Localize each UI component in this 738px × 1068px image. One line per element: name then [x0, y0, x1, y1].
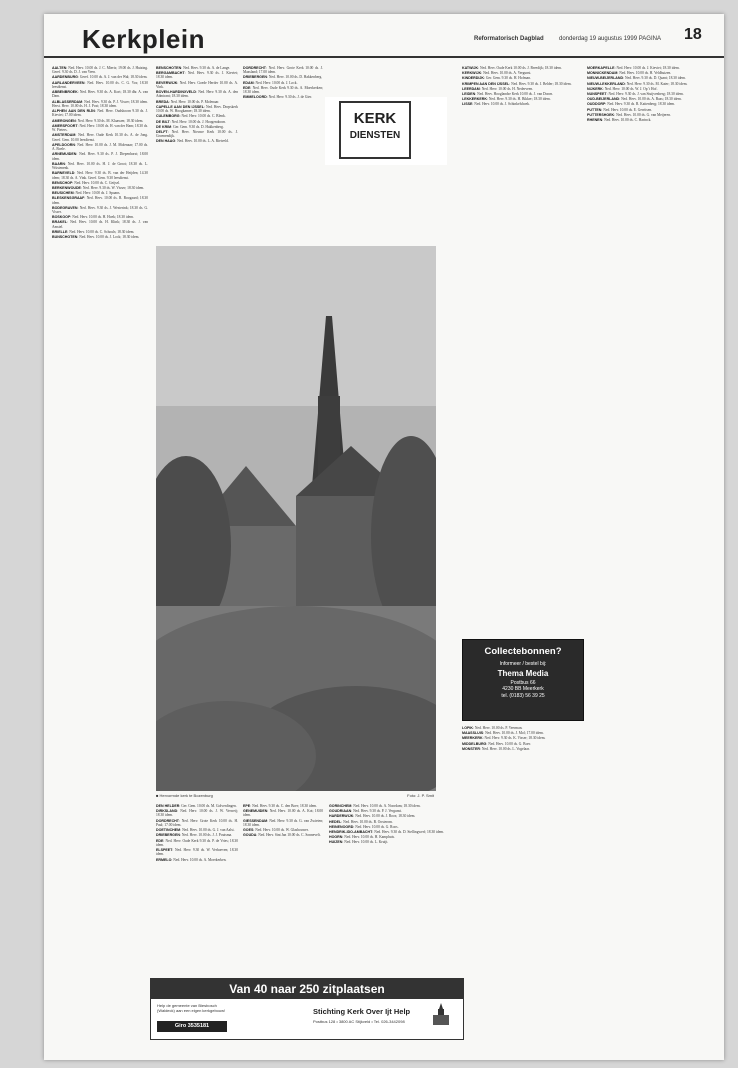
- service-details: Ned. Herv. 10.00 ds. H. Kamphuis.: [344, 835, 395, 840]
- page-number: 18: [684, 26, 702, 43]
- service-details: Ned. Herv. 9.30 ds. G. van Zwieten; 18.30 idem.: [243, 818, 323, 827]
- service-details: Ned. Herv. 10.00 ds. H. Klink; 18.30 ds. J. van Amstel.: [52, 220, 148, 229]
- service-listing-item: BENSCHOTEN: Ned. Herv. 9.30 ds. A. de Lange.: [156, 66, 231, 70]
- service-details: Ned. Herv. 9.30 ds. D. Stellingwerf; 18.30 idem.: [374, 829, 445, 834]
- service-details: Ned. Herv. 10.00 ds. G. J. van Aalst.: [182, 828, 235, 833]
- service-details: Ned. Herv. 10.00 ds. A. Baas; 18.30 idem.: [621, 97, 682, 102]
- zit-ad-giro: Giro 3535181: [157, 1021, 227, 1032]
- place-name: MEERKERK: [462, 736, 483, 741]
- service-listing-item: GOUDA: Ned. Herv. Sint Jan 10.00 ds. C. Sonnevelt.: [243, 833, 321, 838]
- service-details: Ned. Herv. 9.30 ds. A. Kort; 18.30 dhr. A. van Dam.: [52, 90, 148, 99]
- service-listing-item: MONNICKENDAM: Ned. Herv. 10.00 ds. H. Veldhuizen.: [587, 71, 672, 76]
- service-details: Ned. Herv. 10.00 ds. C. Geijsel.: [74, 180, 121, 185]
- service-listing-item: EDE: Ned. Herv. Oude Kerk 9.30 ds. P. de Vries; 18.30 idem.: [156, 838, 238, 847]
- service-details: Ned. Herv. 10.00 ds. J. Lock; 18.30 idem.: [79, 235, 140, 240]
- photo-caption: [156, 793, 436, 798]
- service-details: Ned. Herv. 9.30 ds. P. J. Visser; 18.30 idem. Herst. Herv. 10.00 ds. H. J. Post; 18.30 idem.: [52, 99, 148, 108]
- place-name: BERKENWOUDE: [52, 185, 81, 190]
- place-name: DIRKSLAND: [156, 809, 178, 814]
- service-details: Ned. Herv. 10.00 ds. B. Oosterom.: [343, 819, 393, 824]
- service-details: Ned. Herv. 10.00 ds. H. Nederveen.: [481, 86, 534, 91]
- service-details: Ned. Herv. 9.30 ds. W. Verhoeven; 18.30 idem.: [156, 848, 238, 857]
- newspaper-page: [44, 14, 724, 1060]
- listing-column-2-bottom: [156, 804, 238, 964]
- zit-ad-line-2: (Waldeck) aan een eigen kerkgebouw!: [157, 1008, 226, 1013]
- page-label: PAGINA: [638, 36, 661, 42]
- place-name: HARDERWIJK: [329, 814, 354, 819]
- place-name: HEINENOORD: [329, 824, 354, 829]
- ad-headline: Collectebonnen?: [484, 646, 562, 657]
- place-name: HEDEL: [329, 819, 342, 824]
- place-name: NIEUW-BEIJERLAND: [587, 76, 624, 81]
- service-listing-item: KRIMPEN AAN DEN IJSSEL: Ned. Herv. 9.30 ds. J. Belder; 18.30 idem.: [462, 81, 572, 86]
- place-name: AARDENBURG: [52, 75, 78, 80]
- place-name: GORINCHEM: [329, 804, 352, 808]
- ad-subline: Informeer / bestel bij:: [499, 661, 547, 667]
- place-name: NIJKERK: [587, 86, 603, 91]
- service-details: Ned. Herv. Oudshoorn 9.30 ds. J. Kieviet; 17.00 idem.: [52, 109, 148, 118]
- listing-column-6: [587, 66, 715, 1046]
- place-name: MONSTER: [462, 746, 480, 751]
- place-name: CULEMBORG: [156, 114, 180, 119]
- service-listing-item: BODEGRAVEN: Ned. Herv. 9.30 ds. J. Westerink; 18.30 ds. G. Visser.: [52, 205, 148, 215]
- service-details: Ned. Herv. 10.00 ds. J. Lock.: [255, 80, 298, 85]
- service-listing-item: OUDDORP: Ned. Herv. 9.30 ds. R. Kattenberg; 18.30 idem.: [587, 102, 676, 107]
- place-name: DRIEBERGEN: [156, 833, 180, 838]
- place-name: AMERONGEN: [52, 118, 76, 123]
- service-details: Ned. Herv. Oude Kerk 10.30 ds. A. de Jong. Geref. Gem. 10.00 leesdienst.: [52, 133, 148, 142]
- service-details: Ned. Herv. 10.00 ds. J. J. Poutsma.: [181, 833, 233, 838]
- ad-address: [463, 680, 583, 699]
- place-name: AARLANDERVEEN: [52, 80, 85, 85]
- place-name: MIDDELBURG: [462, 741, 487, 746]
- service-details: Ned. Herv. Goede Herder 10.00 ds. A. Vink.: [156, 80, 238, 89]
- service-details: Ned. Herv. 10.00 ds. W. J. Op 't Hof.: [604, 86, 658, 91]
- logo-line-1: KERK: [353, 110, 397, 127]
- service-listing-item: NIJKERK: Ned. Herv. 10.00 ds. W. J. Op 't Hof.: [587, 86, 658, 91]
- place-name: BEUSICHEM: [52, 191, 74, 196]
- place-name: BOSKOOP: [52, 215, 71, 220]
- service-details: Ned. Herv. 10.00 ds. G. van Meijeren.: [616, 112, 671, 117]
- place-name: ALBLASSERDAM: [52, 99, 83, 104]
- service-details: Ned. Herv. 10.00 ds. J. W. Verweij; 18.30 idem.: [156, 809, 238, 818]
- place-name: BREDA: [156, 99, 169, 104]
- service-listing-item: BOVEN-HARDINXVELD: Ned. Herv. 9.30 ds. A. den Admirant; 18.30 idem.: [156, 90, 238, 99]
- place-name: BUNSCHOTEN: [52, 235, 78, 240]
- service-listing-item: ALBLASSERDAM: Ned. Herv. 9.30 ds. P. J. Visser; 18.30 idem. Herst. Herv. 10.00 ds. H. J. Post; 18.30 idem.: [52, 99, 148, 108]
- service-details: Ned. Herv. 9.30 ds. M. Kater; 18.30 idem.: [626, 81, 688, 86]
- service-listing-item: KINDERDIJK: Ger. Gem. 9.30 ds. H. Hofman.: [462, 76, 531, 81]
- kerkdiensten-logo: [339, 101, 411, 159]
- section-title: Kerkplein: [82, 24, 205, 54]
- service-details: Ned. Herv. 9.30 ds. W. Visser; 18.30 idem.: [82, 185, 145, 190]
- service-listing-item: ALPHEN AAN DEN RIJN: Ned. Herv. Oudshoorn 9.30 ds. J. Kieviet; 17.00 idem.: [52, 109, 148, 118]
- place-name: EDE: [243, 85, 251, 90]
- place-name: BERGAMBACHT: [156, 71, 185, 76]
- place-name: KRIMPEN AAN DEN IJSSEL: [462, 81, 510, 86]
- service-listing-item: KATWIJK: Ned. Herv. Oude Kerk 10.00 ds. J. Breedijk; 18.30 idem.: [462, 66, 562, 70]
- service-listing-item: AARLANDERVEEN: Ned. Herv. 10.00 ds. C. G. Vos; 18.30 leesdienst.: [52, 80, 148, 89]
- service-details: Ned. Herv. Grote Kerk 10.00 ds. H. Paul; 17.00 idem.: [156, 818, 238, 827]
- listing-column-5: [462, 66, 580, 631]
- place-name: BRIELLE: [52, 229, 68, 234]
- service-listing-item: DELFT: Ned. Herv. Nieuwe Kerk 10.00 ds. J. Groenendijk.: [156, 129, 238, 139]
- place-name: LEKKERKERK: [462, 97, 487, 102]
- service-details: Ger. Gem. 9.30 ds. D. Hakkenberg.: [173, 124, 224, 129]
- zitplaatsen-ad: [150, 978, 464, 1040]
- listing-column-3-bottom: [243, 804, 323, 964]
- zit-ad-text: [157, 1003, 277, 1013]
- church-emblem-icon: [431, 1003, 451, 1027]
- service-details: Ned. Herv. 10.00 ds. G. Roos.: [355, 824, 399, 829]
- service-listing-item: BEVERWIJK: Ned. Herv. Goede Herder 10.00 ds. A. Vink.: [156, 80, 238, 89]
- place-name: PUTTERSHOEK: [587, 112, 615, 117]
- service-listing-item: BAARN: Ned. Herv. 10.00 ds. H. J. de Groot; 18.30 ds. L. Wüstenenk.: [52, 161, 148, 171]
- service-details: Geref. 10.00 ds. A. J. van der Wal; 18.30 idem.: [79, 75, 148, 80]
- caption-bullet-icon: ■: [156, 793, 159, 798]
- place-name: EMMELOORD: [243, 95, 267, 100]
- service-listing-item: BERKENWOUDE: Ned. Herv. 9.30 ds. W. Visser; 18.30 idem.: [52, 185, 145, 190]
- service-listing-item: CULEMBORG: Ned. Herv. 10.00 ds. C. Blenk.: [156, 114, 226, 119]
- service-details: Ned. Herv. 9.30 ds. J. de Gier.: [268, 95, 312, 100]
- masthead-rule: [44, 56, 724, 58]
- service-details: Ned. Herv. 10.00 ds. J. Roos; 18.30 idem.: [355, 814, 416, 819]
- service-listing-item: DORDRECHT: Ned. Herv. Grote Kerk 10.00 ds. J. Maasland; 17.00 idem.: [243, 66, 323, 75]
- issue-date: [559, 36, 661, 42]
- place-name: LISSE: [462, 102, 473, 107]
- service-details: Ned. Herv. 10.00 ds. D. Hakkenberg.: [268, 75, 323, 80]
- service-listing-item: AALTEN: Ned. Herv. 10.00 ds. J. C. Mieris; 19.00 ds. J. Huizing. Geref. 9.30 ds. D. J. van Veen.: [52, 66, 148, 75]
- service-listing-item: APELDOORN: Ned. Herv. 10.00 ds. J. M. Molenaar; 17.00 ds. A. Boele.: [52, 142, 148, 152]
- service-listing-item: LEIDEN: Ned. Herv. Hooglandse Kerk 10.00 ds. J. van Doorn.: [462, 91, 554, 96]
- service-details: Ned. Herv. 10.00 ds. P. Molenaar.: [170, 99, 220, 104]
- place-name: BLESKENSGRAAF: [52, 196, 85, 201]
- place-name: DE BILT: [156, 119, 170, 124]
- service-details: Ned. Herv. Sint Jan 10.00 ds. C. Sonnevelt.: [258, 833, 321, 838]
- zit-ad-address: Postbus 128 • 3800 AC Stijkveld • Tel. 026-3442098: [313, 1019, 405, 1024]
- service-details: Ned. Herv. 9.30 ds. D. Quant; 18.30 idem.: [624, 76, 686, 81]
- newspaper-name: Reformatorisch Dagblad: [474, 36, 544, 42]
- service-listing-item: AMERONGEN: Ned. Herv. 9.30 ds. M. Klaassen; 18.30 idem.: [52, 118, 144, 123]
- church-photo-image: [156, 246, 436, 791]
- logo-line-2: DIENSTEN: [349, 130, 401, 141]
- service-listing-item: DIRKSLAND: Ned. Herv. 10.00 ds. J. W. Verweij; 18.30 idem.: [156, 809, 238, 818]
- service-details: Ned. Herv. 10.00 ds. J. Kieviet; 18.30 idem.: [616, 66, 680, 70]
- service-listing-item: MONSTER: Ned. Herv. 10.00 ds. L. Vogelaar.: [462, 746, 530, 751]
- service-details: Ned. Herv. 10.00 ds. L. A. Rietveld.: [177, 139, 229, 144]
- service-listing-item: BARNEVELD: Ned. Herv. 9.30 ds. B. van der Heijden; 14.30 idem; 18.30 ds. A. Vink. Geref. Gem. 9.30 leesdienst.: [52, 171, 148, 180]
- service-listing-item: AMERSFOORT: Ned. Herv. 10.00 ds. H. van der Ham; 18.30 ds. W. Pieters.: [52, 123, 148, 133]
- place-name: HOORN: [329, 835, 343, 840]
- place-name: MOERKAPELLE: [587, 66, 615, 70]
- place-name: ALPHEN AAN DEN RIJN: [52, 109, 95, 114]
- service-details: Ned. Herv. 10.00 ds. J. Mol; 17.00 idem.: [485, 731, 544, 736]
- service-listing-item: EDAM: Ned. Herv. 10.00 ds. J. Lock.: [243, 80, 298, 85]
- place-name: AMERSFOORT: [52, 123, 78, 128]
- service-listing-item: BUNSCHOTEN: Ned. Herv. 10.00 ds. J. Lock; 18.30 idem.: [52, 235, 140, 240]
- service-details: Ned. Herv. 10.00 ds. A. Kot; 18.00 idem.: [243, 809, 323, 818]
- ad-company: Thema Media: [497, 669, 549, 678]
- service-details: Ned. Herv. 10.00 ds. C. Schouls; 18.30 idem.: [69, 229, 135, 234]
- place-name: NUNSPEET: [587, 91, 607, 96]
- service-listing-item: BEUSICHEM: Ned. Herv. 10.00 ds. J. Spaans.: [52, 191, 121, 196]
- place-name: CAPELLE AAN DEN IJSSEL: [156, 104, 204, 109]
- service-details: Ned. Herv. 9.30 ds. A. den Admirant; 18.30 idem.: [156, 90, 238, 99]
- service-details: Ned. Herv. 10.00 ds. A. Vergunst.: [483, 71, 532, 76]
- place-name: GOUDA: [243, 833, 257, 838]
- place-name: DEN HELDER: [156, 804, 180, 808]
- service-listing-item: LISSE: Ned. Herv. 10.00 ds. J. Schinkelshoek.: [462, 102, 530, 107]
- service-listing-item: AMSTERDAM: Ned. Herv. Oude Kerk 10.30 ds. A. de Jong. Geref. Gem. 10.00 leesdienst.: [52, 133, 148, 142]
- place-name: GOES: [243, 828, 254, 833]
- place-name: ERMELO: [156, 857, 172, 862]
- service-details: Ned. Herv. 10.00 ds. J. M. Molenaar; 17.00 ds. A. Boele.: [52, 142, 148, 152]
- place-name: DELFT: [156, 129, 168, 134]
- place-name: LEERDAM: [462, 86, 480, 91]
- service-listing-item: LEERDAM: Ned. Herv. 10.00 ds. H. Nederveen.: [462, 86, 534, 91]
- kerkdiensten-header: [325, 97, 447, 165]
- service-details: Ned. Herv. 10.00 ds. H. Hoek; 18.30 idem.: [72, 215, 134, 220]
- place-name: KINDERDIJK: [462, 76, 484, 81]
- service-listing-item: BOSKOOP: Ned. Herv. 10.00 ds. H. Hoek; 18.30 idem.: [52, 215, 134, 220]
- service-listing-item: DE BILT: Ned. Herv. 10.00 ds. J. Hoogendoorn.: [156, 119, 226, 124]
- service-details: Ned. Herv. 10.00 ds. J. Schinkelshoek.: [474, 102, 530, 107]
- service-listing-item: DORDRECHT: Ned. Herv. Grote Kerk 10.00 ds. H. Paul; 17.00 idem.: [156, 818, 238, 827]
- service-details: Ned. Herv. 9.30 ds. C. den Boer; 18.30 idem.: [252, 804, 318, 808]
- place-name: OUD-BEIJERLAND: [587, 97, 620, 102]
- service-details: Ned. Herv. 10.00 ds. A. Noordam; 18.30 idem.: [353, 804, 421, 808]
- masthead: [44, 14, 724, 56]
- service-listing-item: GOES: Ned. Herv. 10.00 ds. W. Glashouwer.: [243, 828, 309, 833]
- place-name: KERKWIJK: [462, 71, 482, 76]
- place-name: ELSPEET: [156, 848, 173, 853]
- caption-text: Hervormde kerk te Bozenburg: [159, 793, 213, 798]
- service-listing-item: DEN HELDER: Ger. Gem. 10.00 ds. M. Golverdingen.: [156, 804, 237, 808]
- service-listing-item: DRIEBERGEN: Ned. Herv. 10.00 ds. D. Hakkenberg.: [243, 75, 323, 80]
- place-name: BRAKEL: [52, 220, 67, 225]
- service-details: Ned. Herv. 10.00 ds. J. C. Mieris; 19.00 ds. J. Huizing. Geref. 9.30 ds. D. J. van Veen.: [52, 66, 148, 75]
- place-name: EPE: [243, 804, 251, 808]
- service-details: Ned. Herv. Oude Kerk 9.30 ds. P. de Vries; 18.30 idem.: [156, 838, 238, 847]
- service-details: Ned. Herv. 9.30 ds. H. Bikker; 18.30 idem.: [488, 97, 551, 102]
- place-name: PUTTEN: [587, 107, 602, 112]
- service-listing-item: EPE: Ned. Herv. 9.30 ds. C. den Boer; 18.30 idem.: [243, 804, 318, 808]
- service-details: Ger. Gem. 9.30 ds. H. Hofman.: [485, 76, 531, 81]
- service-details: Ned. Herv. 10.00 ds. P. Veerman.: [474, 726, 523, 730]
- place-name: AALTEN: [52, 66, 67, 70]
- ad-phone: tel. (0183) 56 39 25: [501, 692, 545, 699]
- service-listing-item: DE KRIM: Ger. Gem. 9.30 ds. D. Hakkenberg.: [156, 124, 224, 129]
- place-name: DE KRIM: [156, 124, 172, 129]
- place-name: DORDRECHT: [156, 818, 179, 823]
- service-listing-item: GIESSENDAM: Ned. Herv. 9.30 ds. G. van Zwieten; 18.30 idem.: [243, 818, 323, 827]
- service-listing-item: EMMELOORD: Ned. Herv. 9.30 ds. J. de Gier.: [243, 95, 312, 100]
- place-name: LEIDEN: [462, 91, 476, 96]
- service-listing-item: NUNSPEET: Ned. Herv. 9.30 ds. J. van Stuijvenberg; 18.30 idem.: [587, 91, 684, 96]
- service-details: Ned. Herv. Oude Kerk 9.30 ds. A. Moerkerken; 18.30 idem.: [243, 85, 323, 95]
- service-listing-item: BLESKENSGRAAF: Ned. Herv. 10.00 ds. R. Boogaard; 18.30 idem.: [52, 196, 148, 205]
- service-details: Ned. Herv. 10.00 ds. A. Moerkerken.: [173, 857, 227, 862]
- place-name: BAARN: [52, 161, 65, 166]
- place-name: MONNICKENDAM: [587, 71, 618, 76]
- place-name: DOETINCHEM: [156, 828, 181, 833]
- service-listing-item: ELSPEET: Ned. Herv. 9.30 ds. W. Verhoeven; 18.30 idem.: [156, 848, 238, 857]
- service-details: Ned. Herv. 10.00 ds. H. J. de Groot; 18.30 ds. L. Wüstenenk.: [52, 161, 148, 171]
- service-listing-item: BENSCHOP: Ned. Herv. 10.00 ds. C. Geijsel.: [52, 180, 121, 185]
- issue-date-text: donderdag 19 augustus 1999: [559, 36, 638, 42]
- place-name: HENDRIK-IDO-AMBACHT: [329, 829, 373, 834]
- service-details: Ned. Herv. 9.30 ds. R. Kattenberg; 18.30 idem.: [607, 102, 676, 107]
- zit-ad-organisation: Stichting Kerk Over Ijt Help: [313, 1007, 411, 1016]
- zit-ad-line-1: Help de gemeente van Biesbosch: [157, 1003, 217, 1008]
- place-name: HUIZEN: [329, 840, 343, 845]
- zit-ad-headline: Van 40 naar 250 zitplaatsen: [151, 979, 463, 999]
- service-listing-item: GOUDRIAAN: Ned. Herv. 9.30 ds. P. J. Vergunst.: [329, 809, 402, 814]
- service-listing-item: DRIEBERGEN: Ned. Herv. 10.00 ds. J. J. Poutsma.: [156, 833, 233, 838]
- listing-column-2-top: [156, 66, 238, 238]
- service-details: Ned. Herv. 10.00 ds. E. Gerritsen.: [603, 107, 653, 112]
- service-listing-item: HARDERWIJK: Ned. Herv. 10.00 ds. J. Roos; 18.30 idem.: [329, 814, 416, 819]
- service-details: Ned. Herv. 9.30 ds. M. Klaassen; 18.30 idem.: [77, 118, 144, 123]
- service-listing-item: CAPELLE AAN DEN IJSSEL: Ned. Herv. Dorpskerk 10.00 ds. W. Hoogkamer; 18.30 idem.: [156, 104, 238, 114]
- place-name: LOPIK: [462, 726, 473, 730]
- service-details: Ned. Herv. Grote Kerk 10.00 ds. J. Maasland; 17.00 idem.: [243, 66, 323, 75]
- service-listing-item: BERGAMBACHT: Ned. Herv. 9.30 ds. J. Kieviet; 18.30 idem.: [156, 71, 238, 80]
- service-details: Ned. Herv. Oude Kerk 10.00 ds. J. Breedijk; 18.30 idem.: [480, 66, 562, 70]
- service-listing-item: GORINCHEM: Ned. Herv. 10.00 ds. A. Noordam; 18.30 idem.: [329, 804, 421, 808]
- service-listing-item: HOORN: Ned. Herv. 10.00 ds. H. Kamphuis.: [329, 835, 395, 840]
- service-listing-item: LEKKERKERK: Ned. Herv. 9.30 ds. H. Bikker; 18.30 idem.: [462, 97, 551, 102]
- service-details: Ned. Herv. 10.00 ds. C. G. Vos; 18.30 leesdienst.: [52, 80, 148, 89]
- service-listing-item: DOETINCHEM: Ned. Herv. 10.00 ds. G. J. van Aalst.: [156, 828, 235, 833]
- service-listing-item: GENEMUIDEN: Ned. Herv. 10.00 ds. A. Kot; 18.00 idem.: [243, 809, 323, 818]
- service-listing-item: BREDA: Ned. Herv. 10.00 ds. P. Molenaar.: [156, 99, 220, 104]
- place-name: APELDOORN: [52, 142, 75, 147]
- service-details: Ned. Herv. 10.00 ds. C. Blenk.: [181, 114, 226, 119]
- service-listing-item: EDE: Ned. Herv. Oude Kerk 9.30 ds. A. Moerkerken; 18.30 idem.: [243, 85, 323, 95]
- service-listing-item: MOERKAPELLE: Ned. Herv. 10.00 ds. J. Kieviet; 18.30 idem.: [587, 66, 680, 70]
- service-details: Ned. Herv. 10.00 ds. J. Spaans.: [75, 191, 121, 196]
- service-listing-item: LOPIK: Ned. Herv. 10.00 ds. P. Veerman.: [462, 726, 523, 730]
- service-listing-item: DEN HAAG: Ned. Herv. 10.00 ds. L. A. Rietveld.: [156, 139, 229, 144]
- service-details: Ned. Herv. 10.00 ds. R. Boogaard; 18.30 idem.: [52, 196, 148, 205]
- service-details: Ned. Herv. 9.30 ds. K. Visser; 18.30 idem.: [484, 736, 546, 741]
- place-name: MAASSLUIS: [462, 731, 484, 736]
- service-details: Ned. Herv. 10.00 ds. C. Harinck.: [604, 117, 652, 122]
- service-details: Ned. Herv. 9.30 ds. J. Belder; 18.30 idem.: [511, 81, 572, 86]
- service-listing-item: ABBENBROEK: Ned. Herv. 9.30 ds. A. Kort; 18.30 dhr. A. van Dam.: [52, 90, 148, 99]
- service-listing-item: BRIELLE: Ned. Herv. 10.00 ds. C. Schouls; 18.30 idem.: [52, 229, 135, 234]
- service-listing-item: MIDDELBURG: Ned. Herv. 10.00 ds. G. Boer.: [462, 741, 531, 746]
- place-name: ARNEMUIDEN: [52, 152, 77, 157]
- listing-column-3-top: [243, 66, 323, 238]
- service-details: Ned. Herv. 10.00 ds. L. Vogelaar.: [481, 746, 530, 751]
- place-name: EDAM: [243, 80, 254, 85]
- place-name: DEN HAAG: [156, 139, 176, 144]
- place-name: RHENEN: [587, 117, 603, 122]
- place-name: GIESSENDAM: [243, 818, 268, 823]
- service-listing-item: RHENEN: Ned. Herv. 10.00 ds. C. Harinck.: [587, 117, 652, 122]
- place-name: BEVERWIJK: [156, 80, 178, 85]
- service-listing-item: HUIZEN: Ned. Herv. 10.00 ds. L. Kruijt.: [329, 840, 389, 845]
- service-listing-item: HEDEL: Ned. Herv. 10.00 ds. B. Oosterom.: [329, 819, 393, 824]
- place-name: GOUDRIAAN: [329, 809, 352, 814]
- service-details: Ned. Herv. 10.00 ds. J. Hoogendoorn.: [171, 119, 226, 124]
- place-name: BENSCHOP: [52, 180, 73, 185]
- service-details: Ned. Herv. 9.30 ds. A. de Lange.: [183, 66, 231, 70]
- service-details: Ned. Herv. 10.00 ds. H. Veldhuizen.: [619, 71, 672, 76]
- service-listing-item: ARNEMUIDEN: Ned. Herv. 9.30 ds. P. J. Diepenhorst; 18.00 idem.: [52, 152, 148, 161]
- service-details: Ned. Herv. 9.30 ds. P. J. Diepenhorst; 18.00 idem.: [52, 152, 148, 161]
- service-details: Ned. Herv. 10.00 ds. L. Kruijt.: [344, 840, 389, 845]
- service-details: Ned. Herv. 10.00 ds. H. van der Ham; 18.30 ds. W. Pieters.: [52, 123, 148, 133]
- service-details: Ned. Herv. Dorpskerk 10.00 ds. W. Hoogkamer; 18.30 idem.: [156, 104, 238, 114]
- ad-city: 4230 BB Meerkerk: [502, 686, 544, 693]
- service-listing-item: PUTTERSHOEK: Ned. Herv. 10.00 ds. G. van Meijeren.: [587, 112, 671, 117]
- listing-column-1: [52, 66, 148, 1056]
- place-name: BODEGRAVEN: [52, 205, 78, 210]
- place-name: BARNEVELD: [52, 171, 75, 176]
- listing-column-4-bottom: [329, 804, 449, 964]
- service-details: Ned. Herv. 9.30 ds. B. van der Heijden; 14.30 idem; 18.30 ds. A. Vink. Geref. Gem. 9.30 leesdienst.: [52, 171, 148, 180]
- place-name: BOVEN-HARDINXVELD: [156, 90, 196, 95]
- service-listing-item: NIEUW-LEKKERLAND: Ned. Herv. 9.30 ds. M. Kater; 18.30 idem.: [587, 81, 688, 86]
- service-listing-item: HEINENOORD: Ned. Herv. 10.00 ds. G. Roos.: [329, 824, 399, 829]
- service-listing-item: NIEUW-BEIJERLAND: Ned. Herv. 9.30 ds. D. Quant; 18.30 idem.: [587, 76, 686, 81]
- service-listing-item: AARDENBURG: Geref. 10.00 ds. A. J. van der Wal; 18.30 idem.: [52, 75, 148, 80]
- service-listing-item: ERMELO: Ned. Herv. 10.00 ds. A. Moerkerken.: [156, 857, 227, 862]
- service-details: Ned. Herv. Nieuwe Kerk 10.00 ds. J. Groenendijk.: [156, 129, 238, 139]
- service-details: Ned. Herv. 10.00 ds. G. Boer.: [488, 741, 531, 746]
- service-details: Ger. Gem. 10.00 ds. M. Golverdingen.: [181, 804, 237, 808]
- photo-credit: Foto: J. P. Smit: [407, 793, 434, 798]
- place-name: AMSTERDAM: [52, 133, 76, 138]
- ad-postbus: Postbus 66: [510, 680, 536, 686]
- place-name: GENEMUIDEN: [243, 809, 268, 814]
- listing-column-5-bottom: [462, 726, 580, 1046]
- service-details: Ned. Herv. 10.00 ds. W. Glashouwer.: [255, 828, 309, 833]
- place-name: DRIEBERGEN: [243, 75, 267, 80]
- service-details: Ned. Herv. 9.30 ds. J. Westerink; 18.30 ds. G. Visser.: [52, 205, 148, 215]
- place-name: ABBENBROEK: [52, 90, 78, 95]
- church-photo: [156, 246, 436, 791]
- place-name: EDE: [156, 838, 164, 843]
- service-details: Ned. Herv. 9.30 ds. J. van Stuijvenberg; 18.30 idem.: [608, 91, 684, 96]
- place-name: NIEUW-LEKKERLAND: [587, 81, 625, 86]
- service-listing-item: KERKWIJK: Ned. Herv. 10.00 ds. A. Vergunst.: [462, 71, 532, 76]
- service-listing-item: PUTTEN: Ned. Herv. 10.00 ds. E. Gerritsen.: [587, 107, 653, 112]
- service-details: Ned. Herv. 9.30 ds. P. J. Vergunst.: [353, 809, 402, 814]
- collectebonnen-ad: [462, 639, 584, 721]
- service-details: Ned. Herv. Hooglandse Kerk 10.00 ds. J. van Doorn.: [477, 91, 554, 96]
- service-listing-item: OUD-BEIJERLAND: Ned. Herv. 10.00 ds. A. Baas; 18.30 idem.: [587, 97, 682, 102]
- place-name: DORDRECHT: [243, 66, 266, 70]
- service-listing-item: MAASSLUIS: Ned. Herv. 10.00 ds. J. Mol; 17.00 idem.: [462, 731, 544, 736]
- service-listing-item: BRAKEL: Ned. Herv. 10.00 ds. H. Klink; 18.30 ds. J. van Amstel.: [52, 220, 148, 229]
- service-listing-item: HENDRIK-IDO-AMBACHT: Ned. Herv. 9.30 ds. D. Stellingwerf; 18.30 idem.: [329, 829, 445, 834]
- place-name: BENSCHOTEN: [156, 66, 182, 70]
- place-name: KATWIJK: [462, 66, 479, 70]
- place-name: OUDDORP: [587, 102, 606, 107]
- service-details: Ned. Herv. 9.30 ds. J. Kieviet; 18.30 idem.: [156, 71, 238, 80]
- service-listing-item: MEERKERK: Ned. Herv. 9.30 ds. K. Visser; 18.30 idem.: [462, 736, 546, 741]
